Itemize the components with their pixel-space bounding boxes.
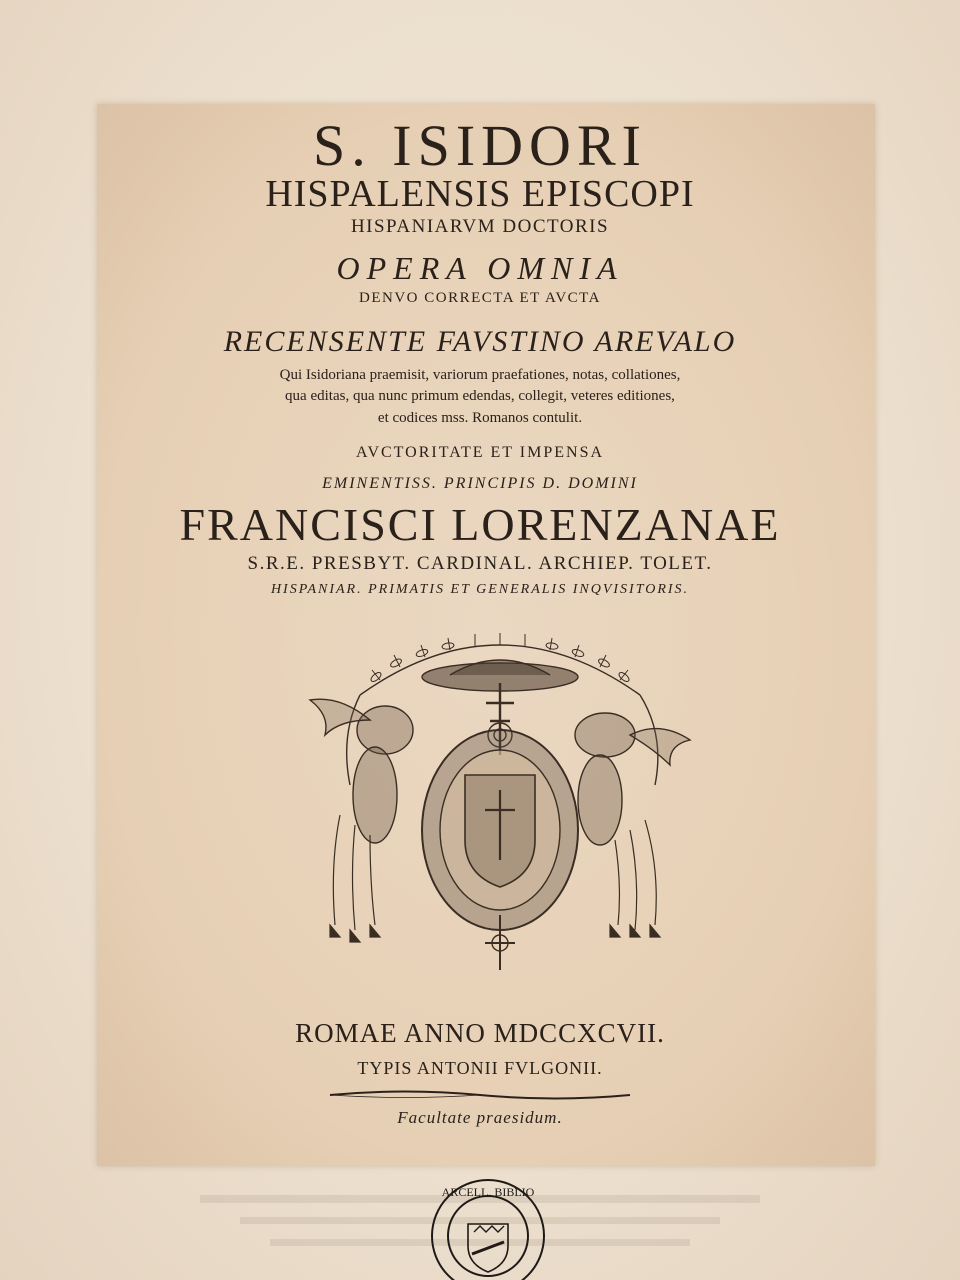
ornamental-rule-icon <box>325 1086 635 1104</box>
patronage-line: AVCTORITATE ET IMPENSA <box>355 444 605 461</box>
patron-name: FRANCISCI LORENZANAE <box>179 499 781 550</box>
description-line-1: Qui Isidoriana praemisit, variorum praefationes, notas, collationes, <box>279 367 681 383</box>
patron-offices: HISPANIAR. PRIMATIS ET GENERALIS INQVISITORIS. <box>270 582 690 597</box>
coat-of-arms-icon <box>300 625 700 980</box>
imprint-place-year: ROMAE ANNO MDCCXCVII. <box>295 1018 665 1048</box>
imprint-permission: Facultate praesidum. <box>397 1108 563 1127</box>
description-line-2: qua editas, qua nunc primum edendas, collegit, veteres editiones, <box>285 388 675 404</box>
work-title: OPERA OMNIA <box>336 250 624 286</box>
author-subtitle: HISPALENSIS EPISCOPI <box>265 173 695 215</box>
edition-note: DENVO CORRECTA ET AVCTA <box>359 290 601 306</box>
patron-titles: S.R.E. PRESBYT. CARDINAL. ARCHIEP. TOLET. <box>247 553 713 574</box>
author-epithet: HISPANIARVM DOCTORIS <box>350 216 610 237</box>
patron-honorific: EMINENTISS. PRINCIPIS D. DOMINI <box>322 475 638 492</box>
description-line-3: et codices mss. Romanos contulit. <box>377 410 583 426</box>
imprint-printer: TYPIS ANTONII FVLGONII. <box>357 1058 603 1078</box>
author-title: S. ISIDORI <box>313 113 647 178</box>
editor-line: RECENSENTE FAVSTINO AREVALO <box>223 325 737 358</box>
library-stamp-icon <box>428 1176 548 1280</box>
stamp-text: ARCELL. BIBLIO <box>441 1185 535 1199</box>
